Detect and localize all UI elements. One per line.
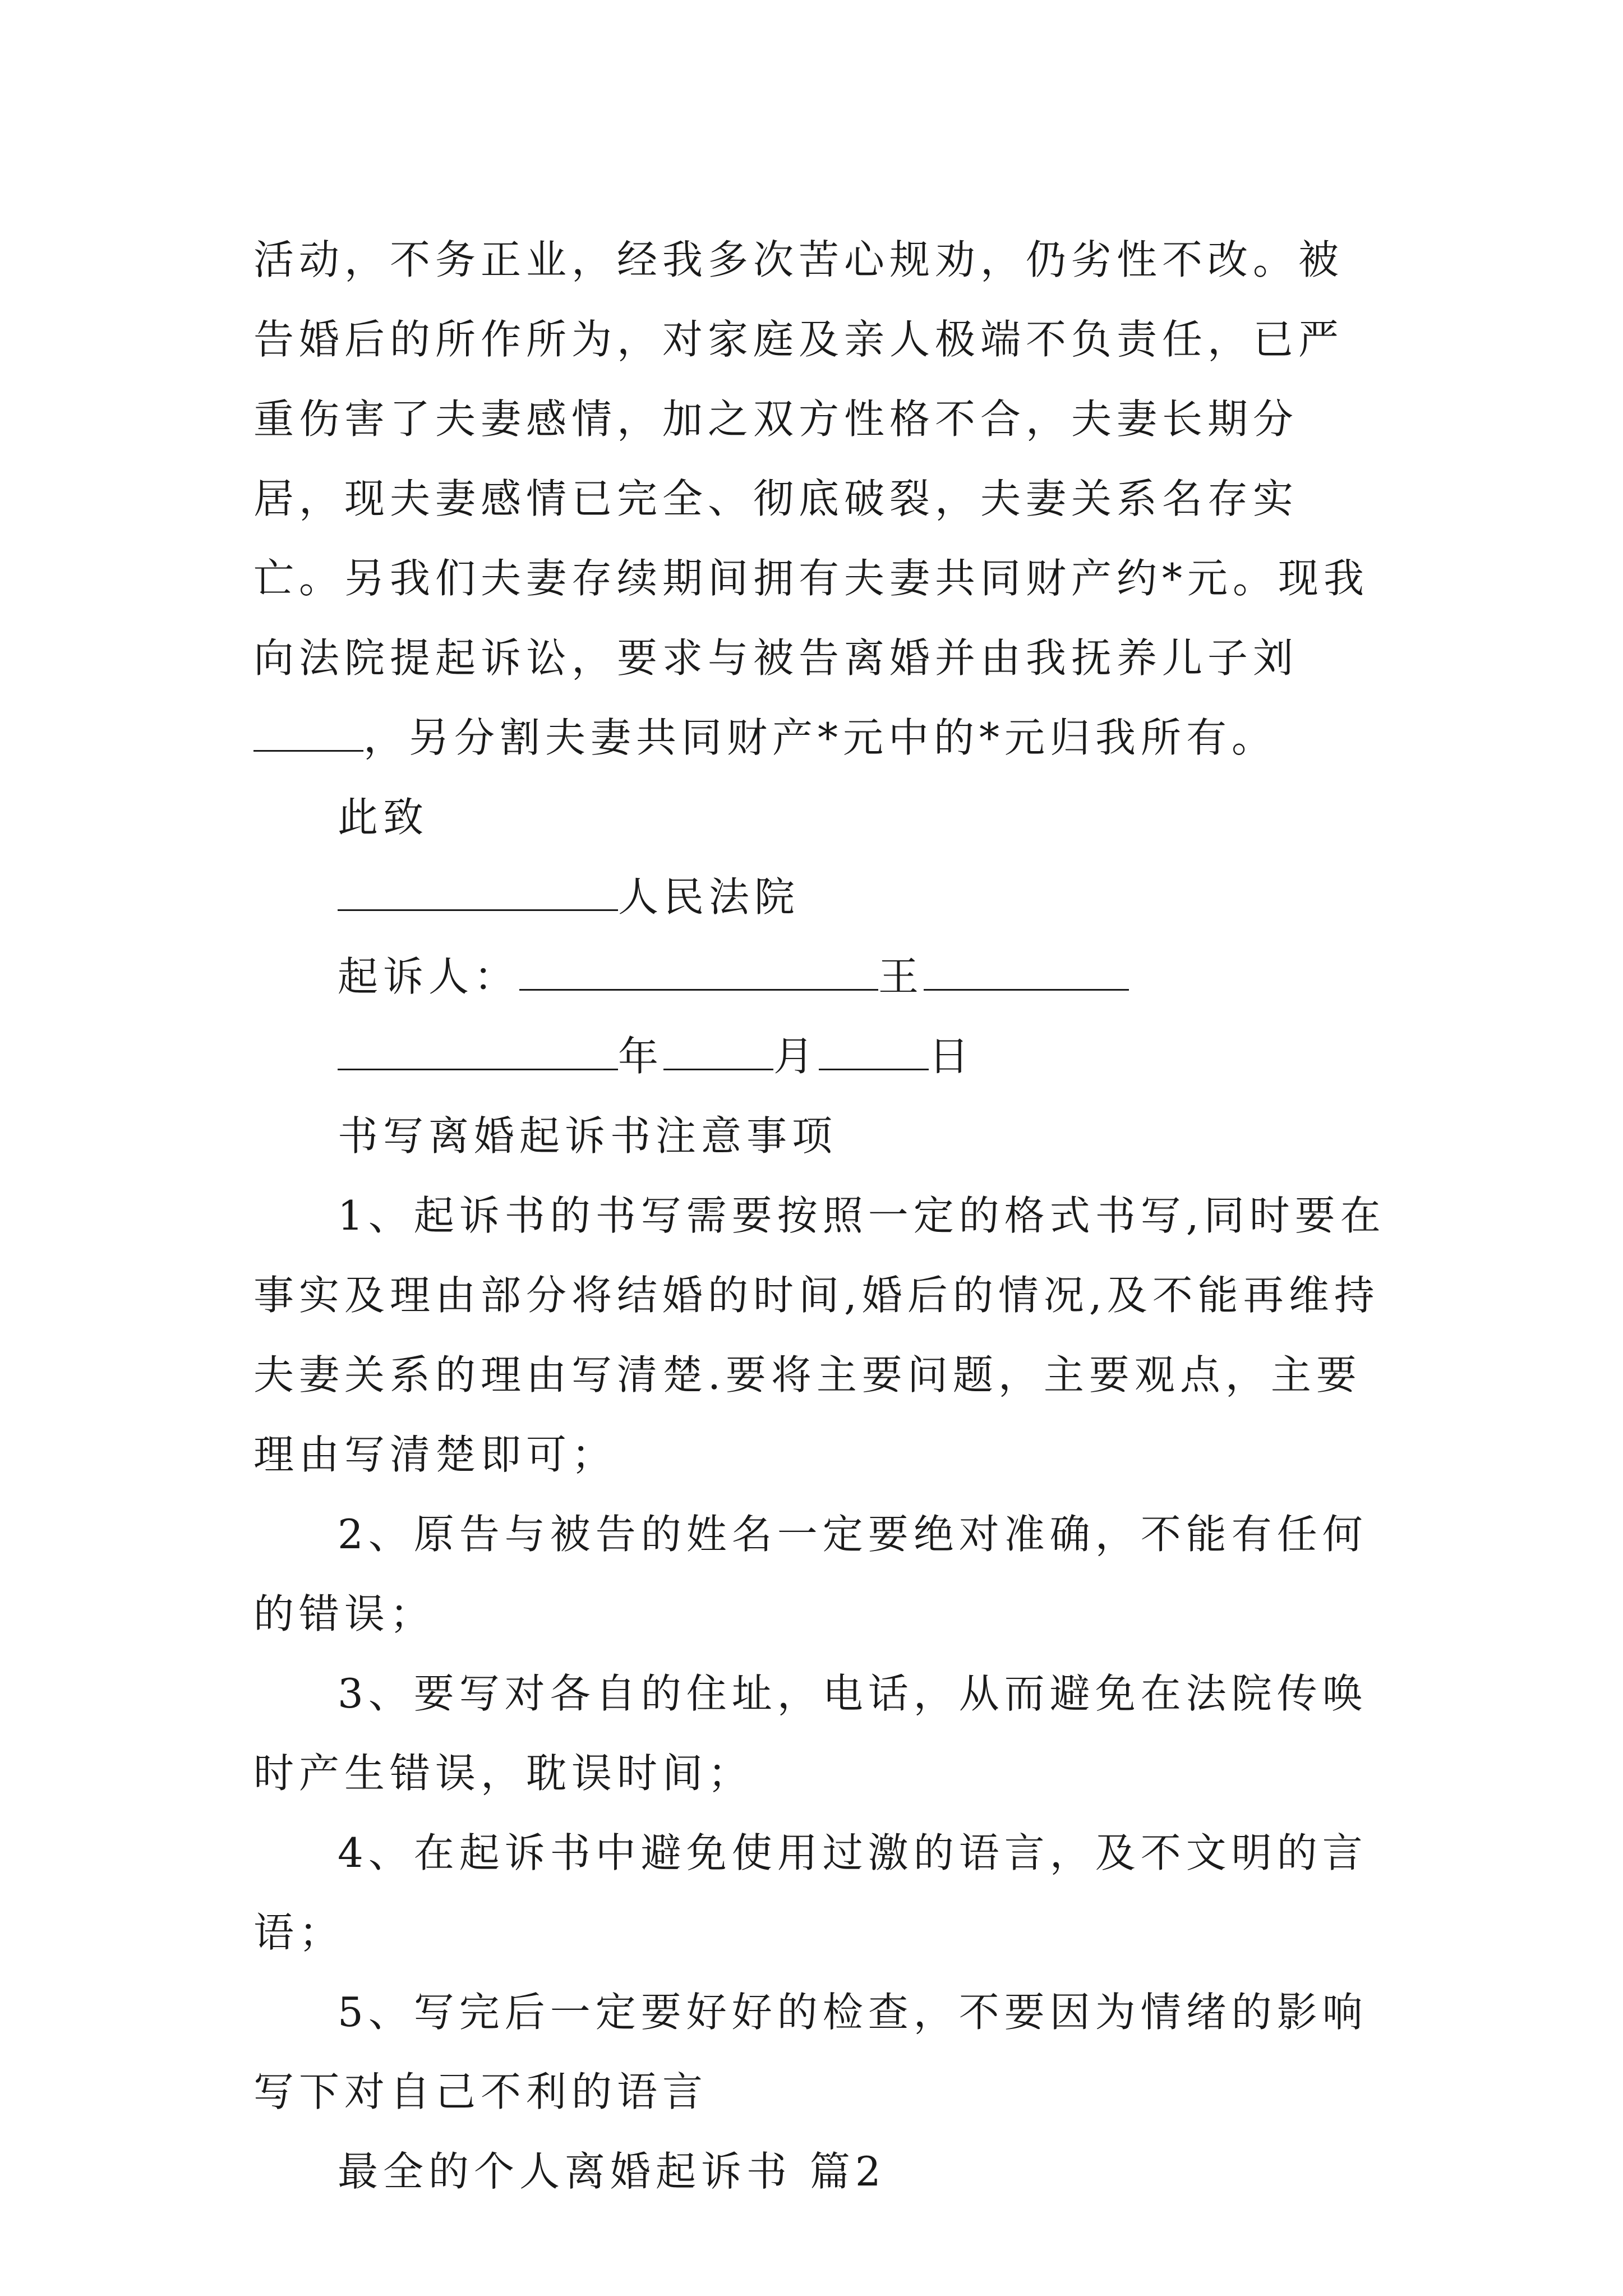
- date-day: 日: [929, 1033, 975, 1080]
- date-line: [253, 1016, 1386, 1096]
- court-name-blank: [338, 876, 618, 911]
- date-month: 月: [773, 1033, 819, 1080]
- plaintiff-tail-blank: [924, 955, 1129, 991]
- note-3: 3、要写对各自的住址，电话，从而避免在法院传唤时产生错误，耽误时间；: [253, 1670, 1368, 1797]
- facts-text: 活动，不务正业，经我多次苦心规劝，仍劣性不改。被告婚后的所作所为，对家庭及亲人极端不负责任，已严重伤害了夫妻感情，加之双方性格不合，夫妻长期分居，现夫妻感情已完全、彻底破裂，夫妻关系名存实亡。另我们夫妻存续期间拥有夫妻共同财产约*元。现我向法院提起诉讼，要求与被告离婚并由我抚养儿子刘: [253, 236, 1370, 682]
- note-2: 2、原告与被告的姓名一定要绝对准确，不能有任何的错误；: [253, 1511, 1368, 1637]
- month-blank: [663, 1035, 773, 1070]
- date-year: 年: [618, 1033, 664, 1080]
- son-name-blank: [253, 716, 363, 752]
- year-blank: [338, 1035, 618, 1070]
- plaintiff-name: 王: [878, 953, 924, 1000]
- notes-title: 书写离婚起诉书注意事项: [338, 1112, 838, 1159]
- note-5: 5、写完后一定要好好的检查，不要因为情绪的影响写下对自己不利的语言: [253, 1989, 1368, 2115]
- note-1: 1、起诉书的书写需要按照一定的格式书写,同时要在事实及理由部分将结婚的时间,婚后的情况,及不能再维持夫妻关系的理由写清楚.要将主要问题，主要观点，主要理由写清楚即可；: [253, 1192, 1386, 1478]
- facts-text-tail: ，另分割夫妻共同财产*元中的*元归我所有。: [363, 714, 1278, 761]
- court-line: [253, 857, 1386, 937]
- next-section-heading: 最全的个人离婚起诉书 篇2: [338, 2148, 886, 2195]
- plaintiff-line: [253, 937, 1386, 1016]
- plaintiff-label: 起诉人：: [338, 953, 520, 1000]
- day-blank: [819, 1035, 929, 1070]
- salutation: 此致: [338, 794, 429, 841]
- court-suffix: 人民法院: [618, 873, 800, 921]
- note-4: 4、在起诉书中避免使用过激的语言，及不文明的言语；: [253, 1829, 1368, 1956]
- paragraph-facts: [253, 220, 1386, 777]
- plaintiff-blank: [519, 955, 878, 991]
- document-body: [253, 220, 1386, 2211]
